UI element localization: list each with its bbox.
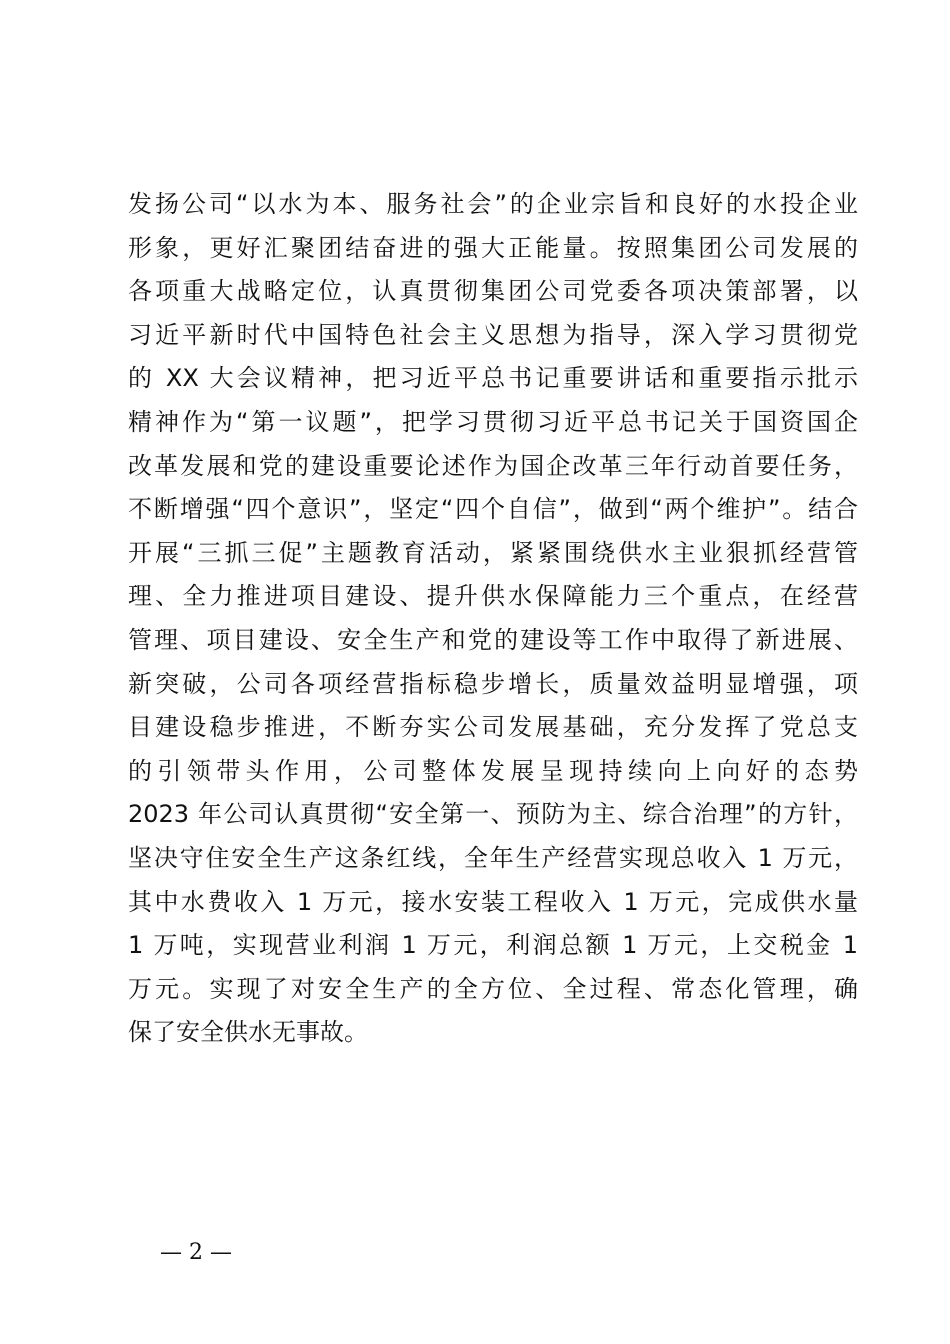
text-line: 目建设稳步推进，不断夯实公司发展基础，充分发挥了党总支	[128, 713, 858, 742]
text-line: 不断增强“四个意识”，坚定“四个自信”，做到“两个维护”。结合	[128, 495, 858, 524]
text-line: 理、全力推进项目建设、提升供水保障能力三个重点，在经营	[128, 582, 858, 611]
text-line: 开展“三抓三促”主题教育活动，紧紧围绕供水主业狠抓经营管	[128, 538, 858, 567]
text-line: 的引领带头作用，公司整体发展呈现持续向上向好的态势	[128, 756, 858, 785]
text-line: 精神作为“第一议题”，把学习贯彻习近平总书记关于国资国企	[128, 407, 858, 436]
text-line: 坚决守住安全生产这条红线，全年生产经营实现总收入 1 万元，	[128, 843, 858, 872]
text-line: 保了安全供水无事故。	[128, 1018, 368, 1047]
text-line: 的 XX 大会议精神，把习近平总书记重要讲话和重要指示批示	[128, 364, 858, 393]
text-line: 2023 年公司认真贯彻“安全第一、预防为主、综合治理”的方针，	[128, 800, 858, 829]
text-line: 习近平新时代中国特色社会主义思想为指导，深入学习贯彻党	[128, 320, 858, 349]
page-number: — 2 —	[160, 1240, 232, 1265]
text-line: 1 万吨，实现营业利润 1 万元，利润总额 1 万元，上交税金 1	[128, 931, 858, 960]
text-line: 管理、项目建设、安全生产和党的建设等工作中取得了新进展、	[128, 625, 858, 654]
text-line: 其中水费收入 1 万元，接水安装工程收入 1 万元，完成供水量	[128, 887, 858, 916]
text-line: 各项重大战略定位，认真贯彻集团公司党委各项决策部署，以	[128, 277, 858, 306]
body-text	[128, 183, 858, 1055]
text-line: 形象，更好汇聚团结奋进的强大正能量。按照集团公司发展的	[128, 233, 858, 262]
text-line: 发扬公司“以水为本、服务社会”的企业宗旨和良好的水投企业	[128, 190, 858, 218]
text-line: 改革发展和党的建设重要论述作为国企改革三年行动首要任务，	[128, 451, 858, 480]
text-line: 新突破，公司各项经营指标稳步增长，质量效益明显增强，项	[128, 669, 858, 698]
text-line: 万元。实现了对安全生产的全方位、全过程、常态化管理，确	[128, 974, 858, 1003]
